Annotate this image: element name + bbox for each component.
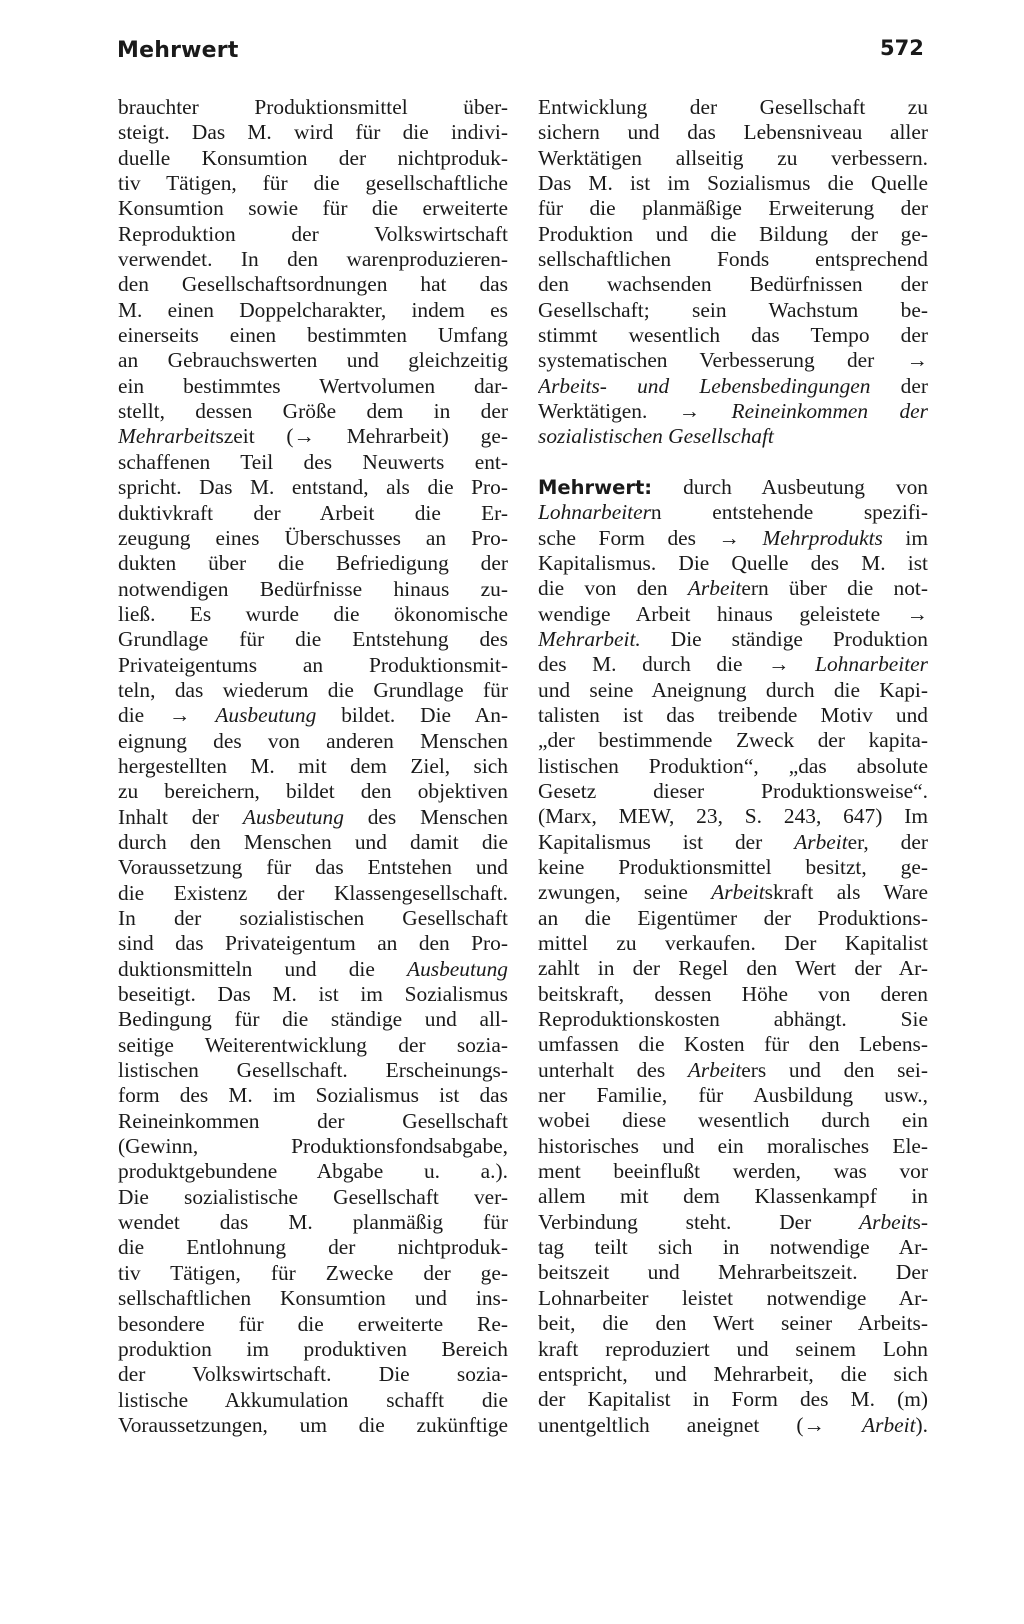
italic-cross-reference: Arbeit: [794, 829, 848, 854]
text-line: eignung des von anderen Menschen: [118, 728, 508, 753]
text-line: Die sozialistische Gesellschaft ver-: [118, 1184, 508, 1209]
text-line: zu bereichern, bildet den objektiven: [118, 779, 508, 804]
text-line: Privateigentums an Produktionsmit-: [118, 652, 508, 677]
text-line: Arbeits- und Lebensbedingungen der: [538, 373, 928, 398]
text-line: die → Ausbeutung bildet. Die An-: [118, 703, 508, 728]
text-line: Grundlage für die Entstehung des: [118, 627, 508, 652]
text-line: systematischen Verbesserung der →: [538, 348, 928, 373]
text-line: Gesetz dieser Produktionsweise“.: [538, 778, 928, 803]
text-line: mittel zu verkaufen. Der Kapitalist: [538, 931, 928, 955]
text-line: den wachsenden Bedürfnissen der: [538, 272, 928, 297]
text-line: sellschaftlichen Konsumtion und ins-: [118, 1286, 508, 1311]
text-line: talisten ist das treibende Motiv und: [538, 702, 928, 727]
italic-cross-reference: Reineinkommen der: [731, 399, 928, 424]
text-line: stimmt wesentlich das Tempo der: [538, 323, 928, 348]
text-line: hergestellten M. mit dem Ziel, sich: [118, 753, 508, 778]
text-line: Gesellschaft; sein Wachstum be-: [538, 297, 928, 322]
left-column: [118, 95, 508, 1438]
text-line: ein bestimmtes Wertvolumen dar-: [118, 373, 508, 398]
text-line: seitige Weiterentwicklung der sozia-: [118, 1032, 508, 1057]
text-line: listischen Produktion“, „das absolute: [538, 753, 928, 778]
text-line: form des M. im Sozialismus ist das: [118, 1083, 508, 1108]
text-line: Mehrarbeitszeit (→ Mehrarbeit) ge-: [118, 424, 508, 449]
italic-cross-reference: Lohnarbeiter: [538, 500, 651, 525]
text-line: Reproduktion der Volkswirtschaft: [118, 221, 508, 246]
text-line: beseitigt. Das M. ist im Sozialismus: [118, 982, 508, 1007]
italic-cross-reference: Arbeit: [862, 1412, 916, 1437]
text-line: Bedingung für die ständige und all-: [118, 1007, 508, 1032]
text-line: M. einen Doppelcharakter, indem es: [118, 297, 508, 322]
italic-cross-reference: Arbeit: [687, 1057, 742, 1082]
italic-cross-reference: Mehrarbeit: [118, 424, 216, 449]
text-line: die Existenz der Klassengesellschaft.: [118, 880, 508, 905]
text-line: keine Produktionsmittel besitzt, ge-: [538, 854, 928, 879]
italic-cross-reference: Mehrarbeit.: [538, 626, 641, 651]
text-line: listische Akkumulation schafft die: [118, 1387, 508, 1412]
text-line: duktionsmitteln und die Ausbeutung: [118, 956, 508, 981]
italic-cross-reference: Ausbeutung: [407, 956, 508, 981]
text-line: sichern und das Lebensniveau aller: [538, 120, 928, 145]
text-line: die Entlohnung der nichtproduk-: [118, 1235, 508, 1260]
text-line: duelle Konsumtion der nichtproduk-: [118, 145, 508, 170]
text-line: Entwicklung der Gesellschaft zu: [538, 95, 928, 119]
text-line: brauchter Produktionsmittel über-: [118, 95, 508, 119]
text-line: tiv Tätigen, für die gesellschaftliche: [118, 171, 508, 196]
text-line: die von den Arbeitern über die not-: [538, 576, 928, 601]
text-line: produktion im produktiven Bereich: [118, 1336, 508, 1361]
text-line: an Gebrauchswerten und gleichzeitig: [118, 348, 508, 373]
text-line: Das M. ist im Sozialismus die Quelle: [538, 171, 928, 196]
text-line: Voraussetzungen, um die zukünftige: [118, 1412, 508, 1437]
text-line: Voraussetzung für das Entstehen und: [118, 855, 508, 880]
text-line: allem mit dem Klassenkampf in: [538, 1184, 928, 1209]
text-line: Reineinkommen der Gesellschaft: [118, 1108, 508, 1133]
text-line: einerseits einen bestimmten Umfang: [118, 323, 508, 348]
italic-cross-reference: Ausbeutung: [242, 804, 344, 829]
text-line: tiv Tätigen, für Zwecke der ge-: [118, 1260, 508, 1285]
text-line: dukten über die Befriedigung der: [118, 551, 508, 576]
text-line: des M. durch die → Lohnarbeiter: [538, 652, 928, 677]
text-line: verwendet. In den warenproduzieren-: [118, 247, 508, 272]
text-line: beitszeit und Mehrarbeitszeit. Der: [538, 1260, 928, 1285]
text-line: Reproduktionskosten abhängt. Sie: [538, 1007, 928, 1032]
text-line: Werktätigen allseitig zu verbessern.: [538, 145, 928, 170]
text-line: unterhalt des Arbeiters und den sei-: [538, 1057, 928, 1082]
text-line: Kapitalismus. Die Quelle des M. ist: [538, 550, 928, 575]
text-line: sche Form des → Mehrprodukts im: [538, 525, 928, 550]
text-line: unentgeltlich aneignet (→ Arbeit).: [538, 1412, 928, 1437]
text-line: wendet das M. planmäßig für: [118, 1210, 508, 1235]
text-line: zahlt in der Regel den Wert der Ar-: [538, 956, 928, 981]
italic-cross-reference: Mehrprodukts: [762, 525, 883, 550]
text-line: ment beeinflußt werden, was vor: [538, 1159, 928, 1184]
running-head: Mehrwert: [117, 38, 239, 63]
text-line: historisches und ein moralisches Ele-: [538, 1133, 928, 1158]
text-line: tag teilt sich in notwendige Ar-: [538, 1235, 928, 1260]
text-line: beit, die den Wert seiner Arbeits-: [538, 1311, 928, 1336]
italic-cross-reference: Arbeit: [859, 1209, 913, 1234]
text-line: an die Eigentümer der Produktions-: [538, 905, 928, 930]
text-line: stellt, dessen Größe dem in der: [118, 399, 508, 424]
text-line: teln, das wiederum die Grundlage für: [118, 677, 508, 702]
text-line: produktgebundene Abgabe u. a.).: [118, 1159, 508, 1184]
text-line: sellschaftlichen Fonds entsprechend: [538, 247, 928, 272]
text-line: ner Familie, für Ausbildung usw.,: [538, 1083, 928, 1108]
italic-cross-reference: Lohnarbeiter: [815, 652, 928, 677]
text-line: besondere für die erweiterte Re-: [118, 1311, 508, 1336]
text-line: sind das Privateigentum an den Pro-: [118, 931, 508, 956]
text-line: entspricht, und Mehrarbeit, die sich: [538, 1361, 928, 1386]
text-line: wendige Arbeit hinaus geleistete →: [538, 601, 928, 626]
italic-cross-reference: sozialistischen Gesellschaft: [538, 424, 774, 449]
text-line: In der sozialistischen Gesellschaft: [118, 906, 508, 930]
text-line: den Gesellschaftsordnungen hat das: [118, 272, 508, 297]
text-line: Lohnarbeitern entstehende spezifi-: [538, 500, 928, 525]
text-line: für die planmäßige Erweiterung der: [538, 196, 928, 221]
text-line: Konsumtion sowie für die erweiterte: [118, 196, 508, 221]
italic-cross-reference: Arbeit: [711, 880, 765, 905]
text-line: Kapitalismus ist der Arbeiter, der: [538, 829, 928, 854]
text-line: Verbindung steht. Der Arbeits-: [538, 1209, 928, 1234]
text-line: ließ. Es wurde die ökonomische: [118, 601, 508, 626]
text-line: zeugung eines Überschusses an Pro-: [118, 525, 508, 550]
text-line: kraft reproduziert und seinem Lohn: [538, 1336, 928, 1361]
text-line: der Volkswirtschaft. Die sozia-: [118, 1362, 508, 1387]
text-line: durch den Menschen und damit die: [118, 829, 508, 854]
text-line: steigt. Das M. wird für die indivi-: [118, 120, 508, 145]
text-line: duktivkraft der Arbeit die Er-: [118, 500, 508, 525]
text-line: umfassen die Kosten für den Lebens-: [538, 1032, 928, 1057]
text-line: Mehrarbeit. Die ständige Produktion: [538, 626, 928, 651]
text-line: der Kapitalist in Form des M. (m): [538, 1387, 928, 1412]
text-line: „der bestimmende Zweck der kapita-: [538, 728, 928, 753]
text-line: Lohnarbeiter leistet notwendige Ar-: [538, 1285, 928, 1310]
text-line: listischen Gesellschaft. Erscheinungs-: [118, 1058, 508, 1083]
text-line: (Gewinn, Produktionsfondsabgabe,: [118, 1134, 508, 1159]
text-line: wobei diese wesentlich durch ein: [538, 1108, 928, 1133]
entry-lemma: Mehrwert:: [538, 475, 653, 499]
text-line: Produktion und die Bildung der ge-: [538, 221, 928, 246]
text-line: schaffenen Teil des Neuwerts ent-: [118, 449, 508, 474]
text-line: beitskraft, dessen Höhe von deren: [538, 981, 928, 1006]
page-number: 572: [880, 36, 924, 60]
text-line: Inhalt der Ausbeutung des Menschen: [118, 804, 508, 829]
text-line: spricht. Das M. entstand, als die Pro-: [118, 475, 508, 500]
text-line: (Marx, MEW, 23, S. 243, 647) Im: [538, 804, 928, 829]
italic-cross-reference: Arbeits- und Lebensbedingungen: [538, 373, 871, 398]
text-line: zwungen, seine Arbeitskraft als Ware: [538, 880, 928, 905]
entry-first-line: Mehrwert: durch Ausbeutung von: [538, 474, 928, 499]
italic-cross-reference: Arbeit: [687, 576, 742, 601]
text-line: [538, 424, 928, 449]
text-line: und seine Aneignung durch die Kapi-: [538, 677, 928, 702]
italic-cross-reference: Ausbeutung: [215, 703, 317, 728]
right-column: [538, 95, 928, 1438]
text-line: Werktätigen. → Reineinkommen der: [538, 399, 928, 424]
text-line: notwendigen Bedürfnisse hinaus zu-: [118, 576, 508, 601]
